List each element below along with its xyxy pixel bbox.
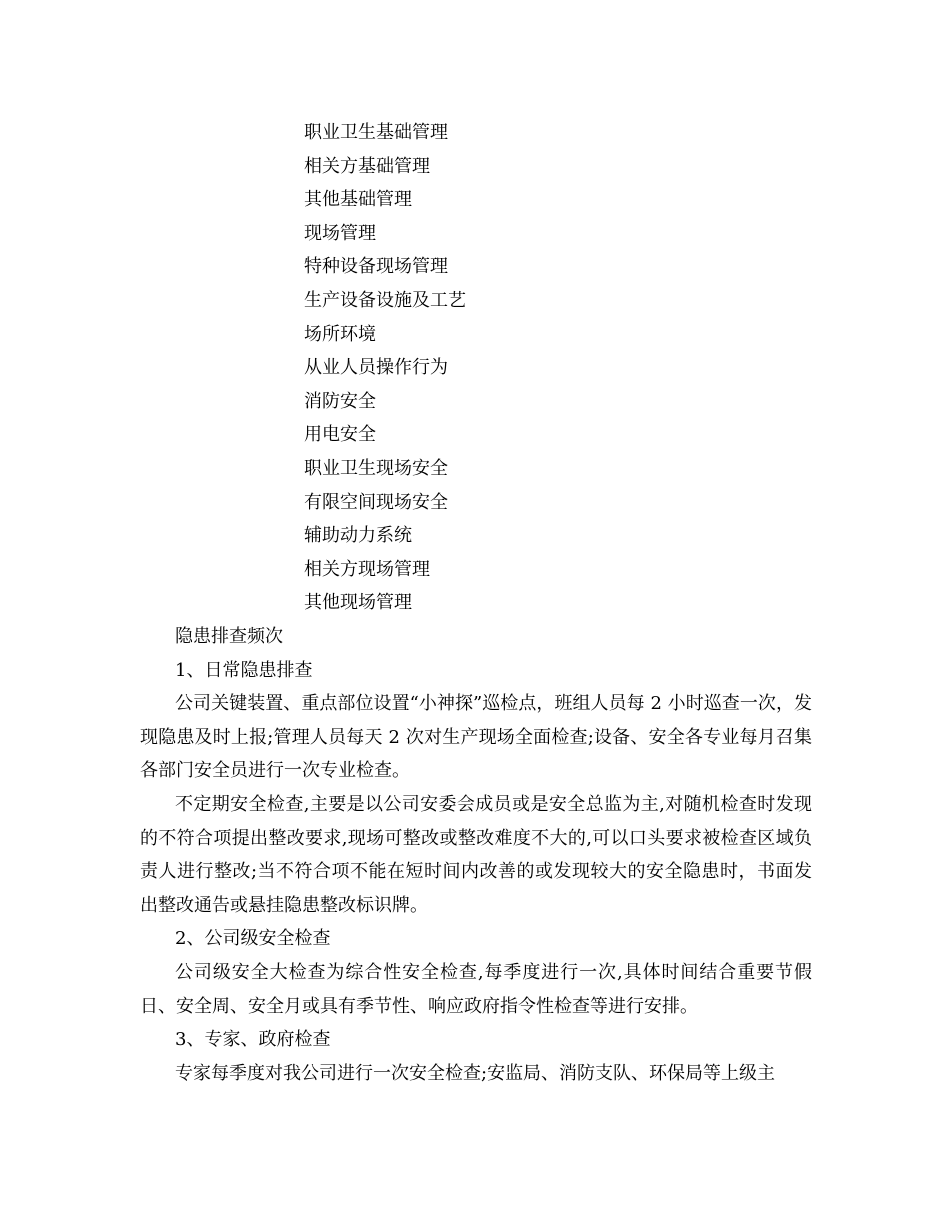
list-item: 职业卫生现场安全 [304,457,448,479]
company-inspection-paragraph: 公司级安全大检查为综合性安全检查,每季度进行一次,具体时间结合重要节假日、安全周、安全月或具有季节性、响应政府指令性检查等进行安排。 [140,961,812,1017]
expert-inspection-paragraph: 专家每季度对我公司进行一次安全检查;安监局、消防支队、环保局等上级主 [175,1062,776,1084]
expert-inspection-heading: 3、专家、政府检查 [175,1029,331,1051]
document-body [140,620,812,1090]
company-inspection-heading: 2、公司级安全检查 [175,928,331,950]
list-item: 消防安全 [304,390,376,412]
list-item: 其他现场管理 [304,592,412,614]
irregular-inspection-paragraph: 不定期安全检查,主要是以公司安委会成员或是安全总监为主,对随机检查时发现的不符合项提出整改要求,现场可整改或整改难度不大的,可以口头要求被检查区域负责人进行整改;当不符合项不能在短时间内改善的或发现较大的安全隐患时，书面发出整改通告或悬挂隐患整改标识牌。 [140,793,812,916]
list-item: 场所环境 [304,323,376,345]
list-item: 其他基础管理 [304,189,412,211]
list-item: 相关方现场管理 [304,558,430,580]
daily-inspection-heading: 1、日常隐患排查 [175,659,313,681]
list-item: 相关方基础管理 [304,155,430,177]
list-item: 现场管理 [304,222,376,244]
section-title: 隐患排查频次 [175,626,283,647]
list-item: 有限空间现场安全 [304,491,448,513]
list-item: 职业卫生基础管理 [304,122,448,143]
list-item: 辅助动力系统 [304,525,412,547]
list-item: 从业人员操作行为 [304,357,448,379]
daily-inspection-paragraph: 公司关键装置、重点部位设置“小神探”巡检点，班组人员每 2 小时巡查一次，发现隐患及时上报;管理人员每天 2 次对生产现场全面检查;设备、安全各专业每月召集各部门安全员进行一次专业检查。 [140,693,812,782]
inspection-item-list [304,116,466,620]
list-item: 用电安全 [304,424,376,446]
list-item: 生产设备设施及工艺 [304,289,466,311]
list-item: 特种设备现场管理 [304,256,448,278]
